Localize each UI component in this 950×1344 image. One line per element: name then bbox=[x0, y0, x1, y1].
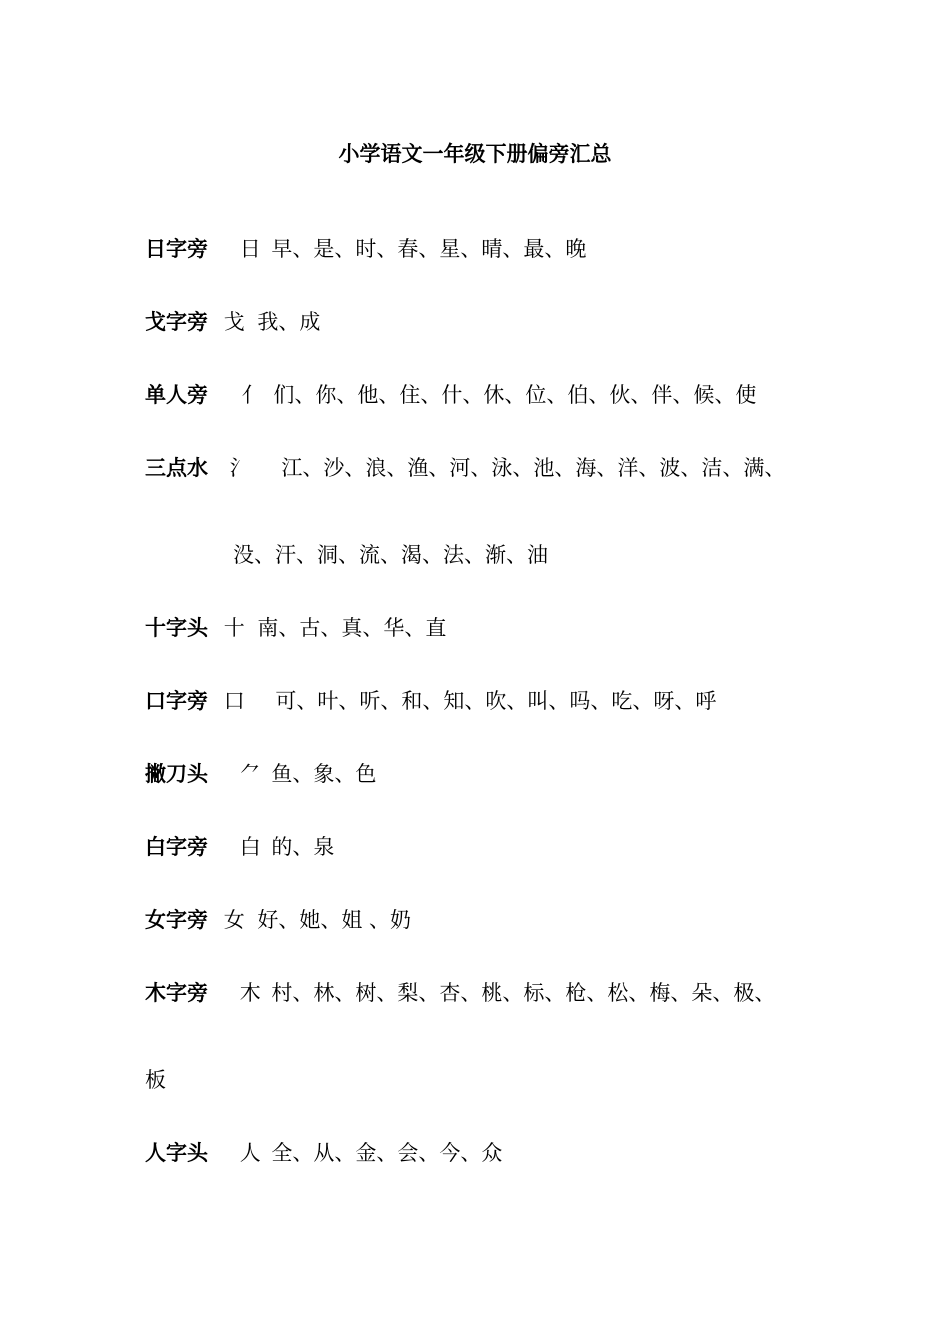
radical-row-piedaotou bbox=[145, 759, 376, 789]
example-characters: 村、林、树、梨、杏、桃、标、枪、松、梅、朵、极、 bbox=[271, 981, 776, 1005]
radical-glyph: ⺈ bbox=[239, 762, 261, 786]
radical-row-mu bbox=[145, 978, 775, 1008]
example-characters: 全、从、金、会、今、众 bbox=[271, 1141, 503, 1165]
radical-label: 日字旁 bbox=[145, 237, 208, 261]
example-characters: 我、成 bbox=[257, 310, 321, 334]
radical-label: 撇刀头 bbox=[145, 762, 208, 786]
radical-row-continuation: 板 bbox=[145, 1068, 166, 1092]
radical-label: 单人旁 bbox=[145, 383, 208, 407]
radical-glyph: 亻 bbox=[241, 383, 263, 407]
radical-glyph: 白 bbox=[239, 835, 261, 859]
radical-row-sandianshui bbox=[145, 453, 785, 483]
radical-row-bai bbox=[145, 832, 334, 862]
example-characters: 可、叶、听、和、知、吹、叫、吗、吃、呀、呼 bbox=[275, 689, 717, 713]
radical-glyph: 氵 bbox=[229, 456, 251, 480]
radical-glyph: 人 bbox=[239, 1141, 261, 1165]
example-characters: 好、她、姐 、奶 bbox=[257, 908, 412, 932]
radical-label: 戈字旁 bbox=[145, 310, 208, 334]
radical-label: 白字旁 bbox=[145, 835, 208, 859]
example-characters: 鱼、象、色 bbox=[271, 762, 377, 786]
radical-glyph: 木 bbox=[239, 981, 261, 1005]
radical-row-danren bbox=[145, 380, 756, 410]
radical-glyph: 十 bbox=[223, 616, 245, 640]
radical-label: 女字旁 bbox=[145, 908, 208, 932]
radical-glyph: 口 bbox=[223, 689, 245, 713]
example-characters: 早、是、时、春、星、晴、最、晚 bbox=[271, 237, 587, 261]
radical-row-kou bbox=[145, 686, 716, 716]
radical-label: 十字头 bbox=[145, 616, 208, 640]
radical-row-nv bbox=[145, 905, 411, 935]
page-title: 小学语文一年级下册偏旁汇总 bbox=[338, 142, 612, 166]
example-characters: 江、沙、浪、渔、河、泳、池、海、洋、波、洁、满、 bbox=[281, 456, 786, 480]
radical-row-renzitou bbox=[145, 1138, 502, 1168]
radical-glyph: 戈 bbox=[223, 310, 245, 334]
radical-glyph: 女 bbox=[223, 908, 245, 932]
example-characters: 们、你、他、住、什、休、位、伯、伙、伴、候、使 bbox=[273, 383, 757, 407]
radical-row-shizitou bbox=[145, 613, 446, 643]
radical-glyph: 日 bbox=[239, 237, 261, 261]
radical-label: 口字旁 bbox=[145, 689, 208, 713]
radical-label: 人字头 bbox=[145, 1141, 208, 1165]
radical-row-continuation: 没、汗、洞、流、渴、法、渐、油 bbox=[233, 543, 548, 567]
example-characters: 的、泉 bbox=[271, 835, 335, 859]
example-characters: 南、古、真、华、直 bbox=[257, 616, 447, 640]
radical-row-ri bbox=[145, 234, 586, 264]
radical-row-ge bbox=[145, 307, 320, 337]
radical-label: 三点水 bbox=[145, 456, 208, 480]
radical-label: 木字旁 bbox=[145, 981, 208, 1005]
